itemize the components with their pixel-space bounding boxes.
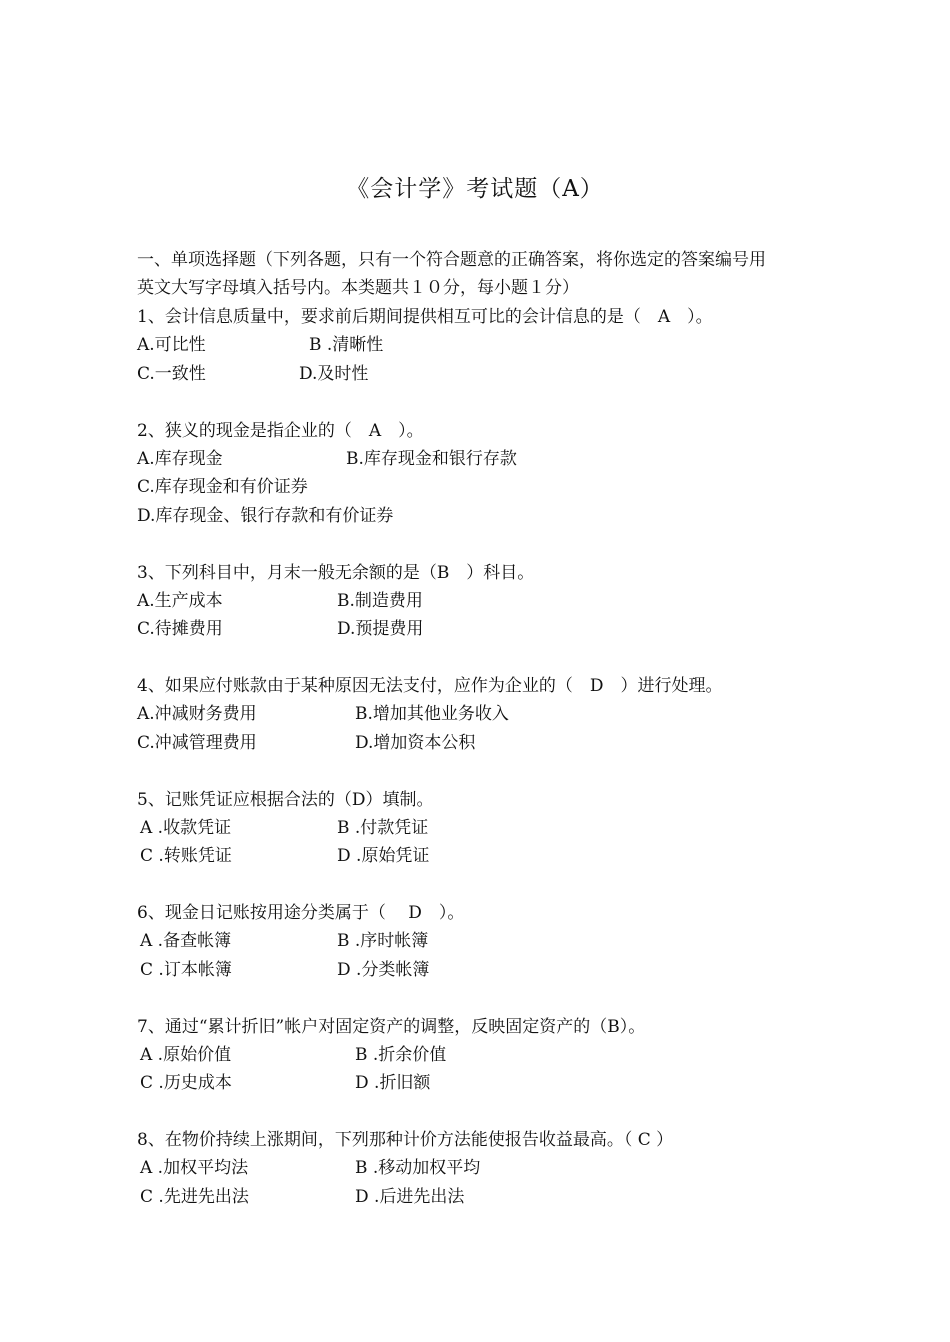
question-2-stem: 2、狭义的现金是指企业的（ A ）。 [137, 421, 424, 441]
question-1-option-c: C.一致性 [137, 364, 206, 384]
question-2-option-c: C.库存现金和有价证券 [137, 477, 308, 497]
question-8-stem: 8、在物价持续上涨期间，下列那种计价方法能使报告收益最高。（ C ） [137, 1130, 674, 1150]
question-5-stem: 5、记账凭证应根据合法的（D）填制。 [137, 790, 434, 810]
question-1-option-a: A.可比性 [137, 335, 206, 355]
question-8-option-b: B .移动加权平均 [355, 1158, 481, 1178]
question-5-option-d: D .原始凭证 [337, 846, 430, 866]
question-6-option-b: B .序时帐簿 [337, 931, 429, 951]
page-title: 《会计学》考试题（A） [346, 176, 604, 202]
question-3-stem: 3、下列科目中，月末一般无余额的是（B ）科目。 [137, 563, 535, 583]
question-4-option-b: B.增加其他业务收入 [355, 704, 509, 724]
question-8-option-d: D .后进先出法 [355, 1187, 465, 1207]
question-7-option-c: C .历史成本 [140, 1073, 232, 1093]
question-6-stem: 6、现金日记账按用途分类属于（ D ）。 [137, 903, 465, 923]
question-7-option-b: B .折余价值 [355, 1045, 447, 1065]
question-8-option-c: C .先进先出法 [140, 1187, 249, 1207]
question-6-option-a: A .备查帐簿 [140, 931, 232, 951]
question-3-option-a: A.生产成本 [137, 591, 223, 611]
question-2-option-d: D.库存现金、银行存款和有价证券 [137, 506, 394, 526]
question-4-option-c: C.冲减管理费用 [137, 733, 257, 753]
question-3-option-d: D.预提费用 [337, 619, 424, 639]
question-6-option-d: D .分类帐簿 [337, 960, 430, 980]
question-1-stem: 1、会计信息质量中，要求前后期间提供相互可比的会计信息的是（ A ）。 [137, 307, 713, 327]
section-heading-line-1: 一、单项选择题（下列各题，只有一个符合题意的正确答案，将你选定的答案编号用 [137, 250, 766, 270]
question-2-option-a: A.库存现金 [137, 449, 223, 469]
question-4-option-a: A.冲减财务费用 [137, 704, 257, 724]
question-7-option-d: D .折旧额 [355, 1073, 431, 1093]
question-1-option-b: B .清晰性 [309, 335, 384, 355]
question-4-stem: 4、如果应付账款由于某种原因无法支付，应作为企业的（ D ）进行处理。 [137, 676, 723, 696]
question-5-option-a: A .收款凭证 [140, 818, 232, 838]
question-7-option-a: A .原始价值 [140, 1045, 232, 1065]
question-5-option-c: C .转账凭证 [140, 846, 232, 866]
question-5-option-b: B .付款凭证 [337, 818, 429, 838]
question-8-option-a: A .加权平均法 [140, 1158, 249, 1178]
question-1-option-d: D.及时性 [299, 364, 369, 384]
question-6-option-c: C .订本帐簿 [140, 960, 232, 980]
section-heading-line-2: 英文大写字母填入括号内。本类题共１０分，每小题１分） [137, 278, 579, 298]
question-3-option-c: C.待摊费用 [137, 619, 223, 639]
question-7-stem: 7、通过“累计折旧”帐户对固定资产的调整，反映固定资产的（B）。 [137, 1017, 646, 1037]
question-2-option-b: B.库存现金和银行存款 [346, 449, 517, 469]
question-4-option-d: D.增加资本公积 [355, 733, 476, 753]
question-3-option-b: B.制造费用 [337, 591, 423, 611]
